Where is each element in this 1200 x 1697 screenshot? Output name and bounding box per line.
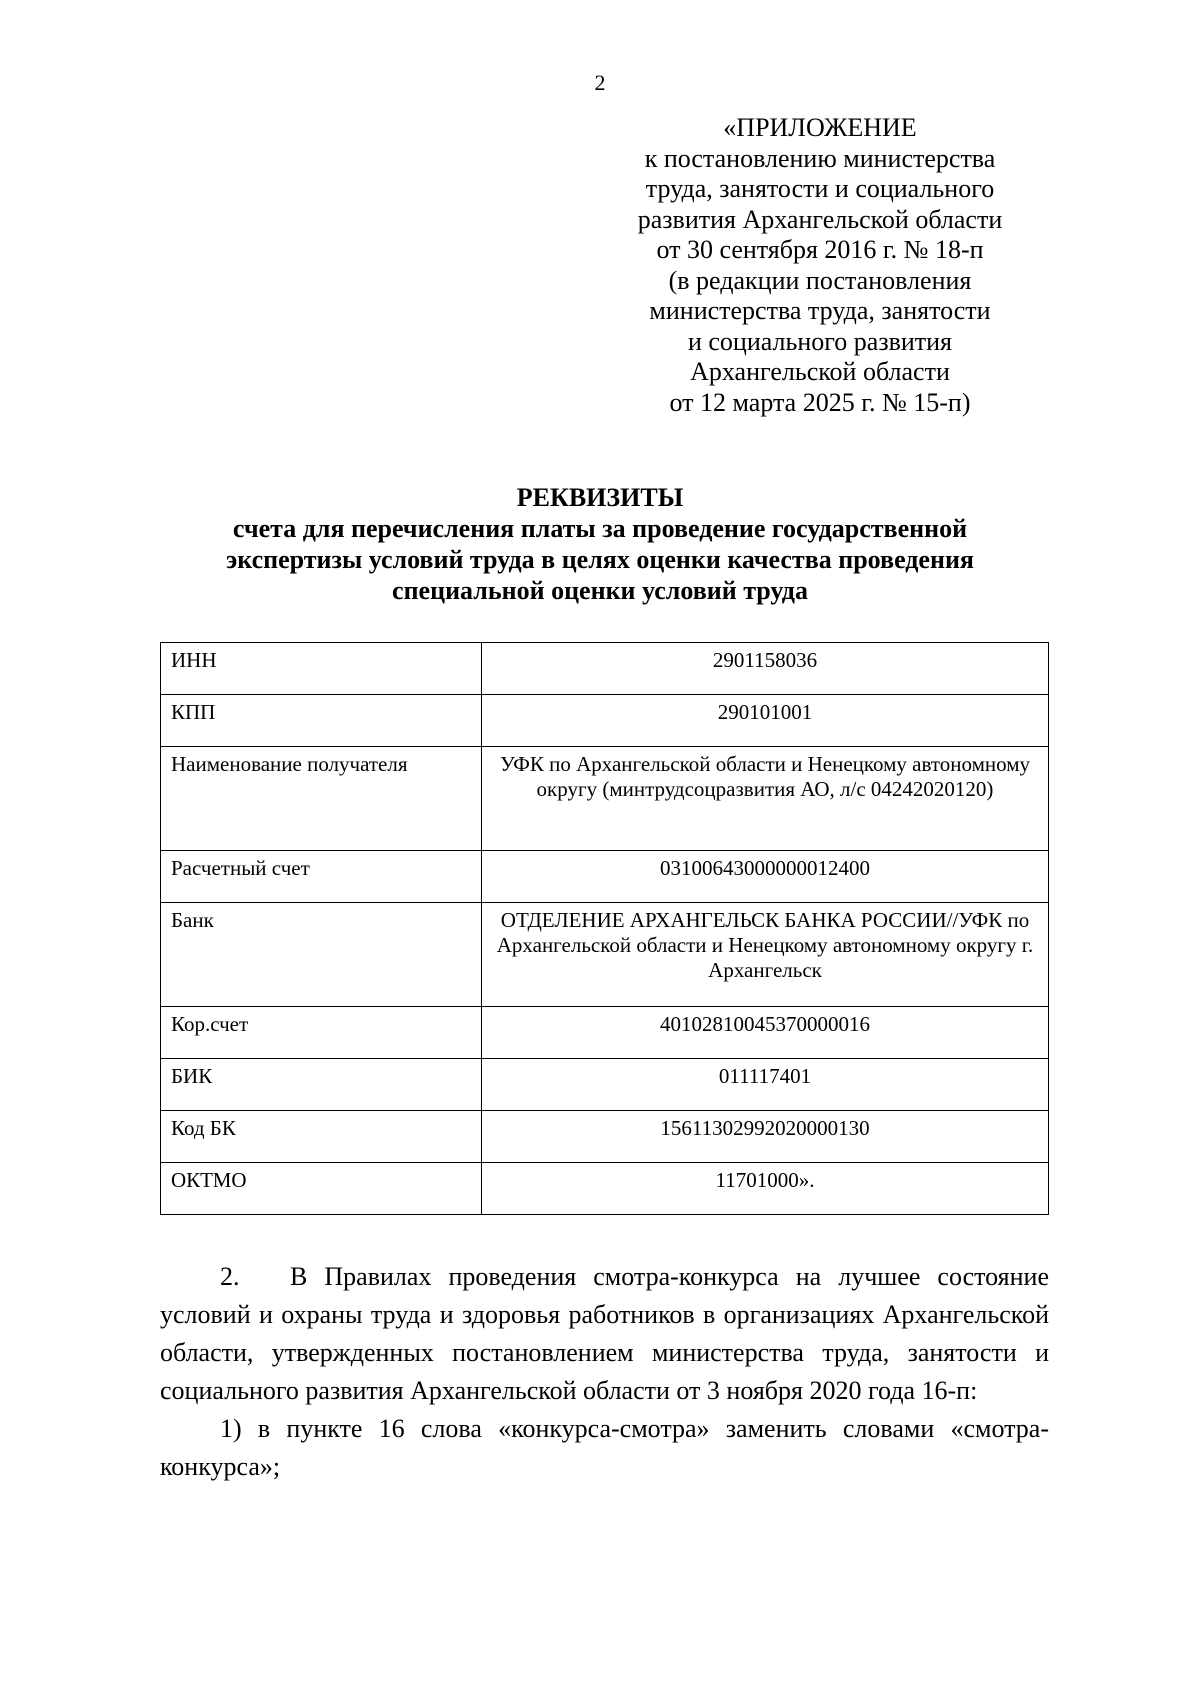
row-label: ИНН xyxy=(161,643,482,695)
row-label: Расчетный счет xyxy=(161,851,482,903)
appendix-line: «ПРИЛОЖЕНИЕ xyxy=(723,113,917,142)
title-subtitle-line: счета для перечисления платы за проведение государственной xyxy=(232,514,968,543)
item-1: 1) в пункте 16 слова «конкурса-смотра» заменить словами «смотра-конкурса»; xyxy=(160,1414,1049,1481)
table-row xyxy=(161,1007,1049,1059)
table-row xyxy=(161,1059,1049,1111)
row-value: 011117401 xyxy=(482,1059,1049,1111)
row-value: ОТДЕЛЕНИЕ АРХАНГЕЛЬСК БАНКА РОССИИ//УФК по Архангельской области и Ненецкому автономному округу г. Архангельск xyxy=(482,903,1049,1007)
paragraph-number: 2. xyxy=(220,1262,240,1291)
appendix-line: (в редакции постановления xyxy=(668,265,972,295)
appendix-line: от 30 сентября 2016 г. № 18-п xyxy=(656,235,984,264)
title-subtitle-line: специальной оценки условий труда xyxy=(392,576,808,605)
row-value: 03100643000000012400 xyxy=(482,851,1049,903)
row-label: Банк xyxy=(161,903,482,1007)
appendix-line: к постановлению министерства xyxy=(644,143,996,173)
table-row xyxy=(161,643,1049,695)
row-value: 40102810045370000016 xyxy=(482,1007,1049,1059)
document-title xyxy=(150,482,1050,606)
requisites-table xyxy=(160,642,1049,1215)
paragraph-2 xyxy=(160,1258,1049,1410)
title-subtitle-line: экспертизы условий труда в целях оценки качества проведения xyxy=(226,545,974,574)
table-row xyxy=(161,747,1049,851)
appendix-header xyxy=(600,113,1040,418)
title-heading: РЕКВИЗИТЫ xyxy=(516,483,684,512)
row-label: БИК xyxy=(161,1059,482,1111)
row-label: Кор.счет xyxy=(161,1007,482,1059)
body-text xyxy=(160,1258,1049,1486)
table-row xyxy=(161,1163,1049,1215)
appendix-line: и социального развития xyxy=(687,326,953,356)
appendix-line: развития Архангельской области xyxy=(637,204,1003,234)
page-number: 2 xyxy=(594,70,606,95)
row-label: КПП xyxy=(161,695,482,747)
appendix-line: Архангельской области xyxy=(690,357,950,386)
table-row xyxy=(161,903,1049,1007)
row-value: 2901158036 xyxy=(482,643,1049,695)
appendix-line: министерства труда, занятости xyxy=(649,296,991,325)
table-row xyxy=(161,851,1049,903)
row-value: 290101001 xyxy=(482,695,1049,747)
row-value: 11701000». xyxy=(482,1163,1049,1215)
row-label: ОКТМО xyxy=(161,1163,482,1215)
row-label: Код БК xyxy=(161,1111,482,1163)
appendix-line: труда, занятости и социального xyxy=(645,174,995,203)
table-row xyxy=(161,695,1049,747)
appendix-line: от 12 марта 2025 г. № 15-п) xyxy=(669,387,971,417)
row-value: УФК по Архангельской области и Ненецкому автономному округу (минтрудсоцразвития АО, л/с 04242020120) xyxy=(482,747,1049,851)
paragraph-text: В Правилах проведения смотра-конкурса на лучшее состояние условий и охраны труда и здоровья работников в организациях Архангельской области, утвержденных постановлением министерства труда, занятости и социального развития Архангельской области от 3 ноября 2020 года 16-п: xyxy=(160,1262,1049,1405)
row-value: 15611302992020000130 xyxy=(482,1111,1049,1163)
row-label: Наименование получателя xyxy=(161,747,482,851)
table-row xyxy=(161,1111,1049,1163)
